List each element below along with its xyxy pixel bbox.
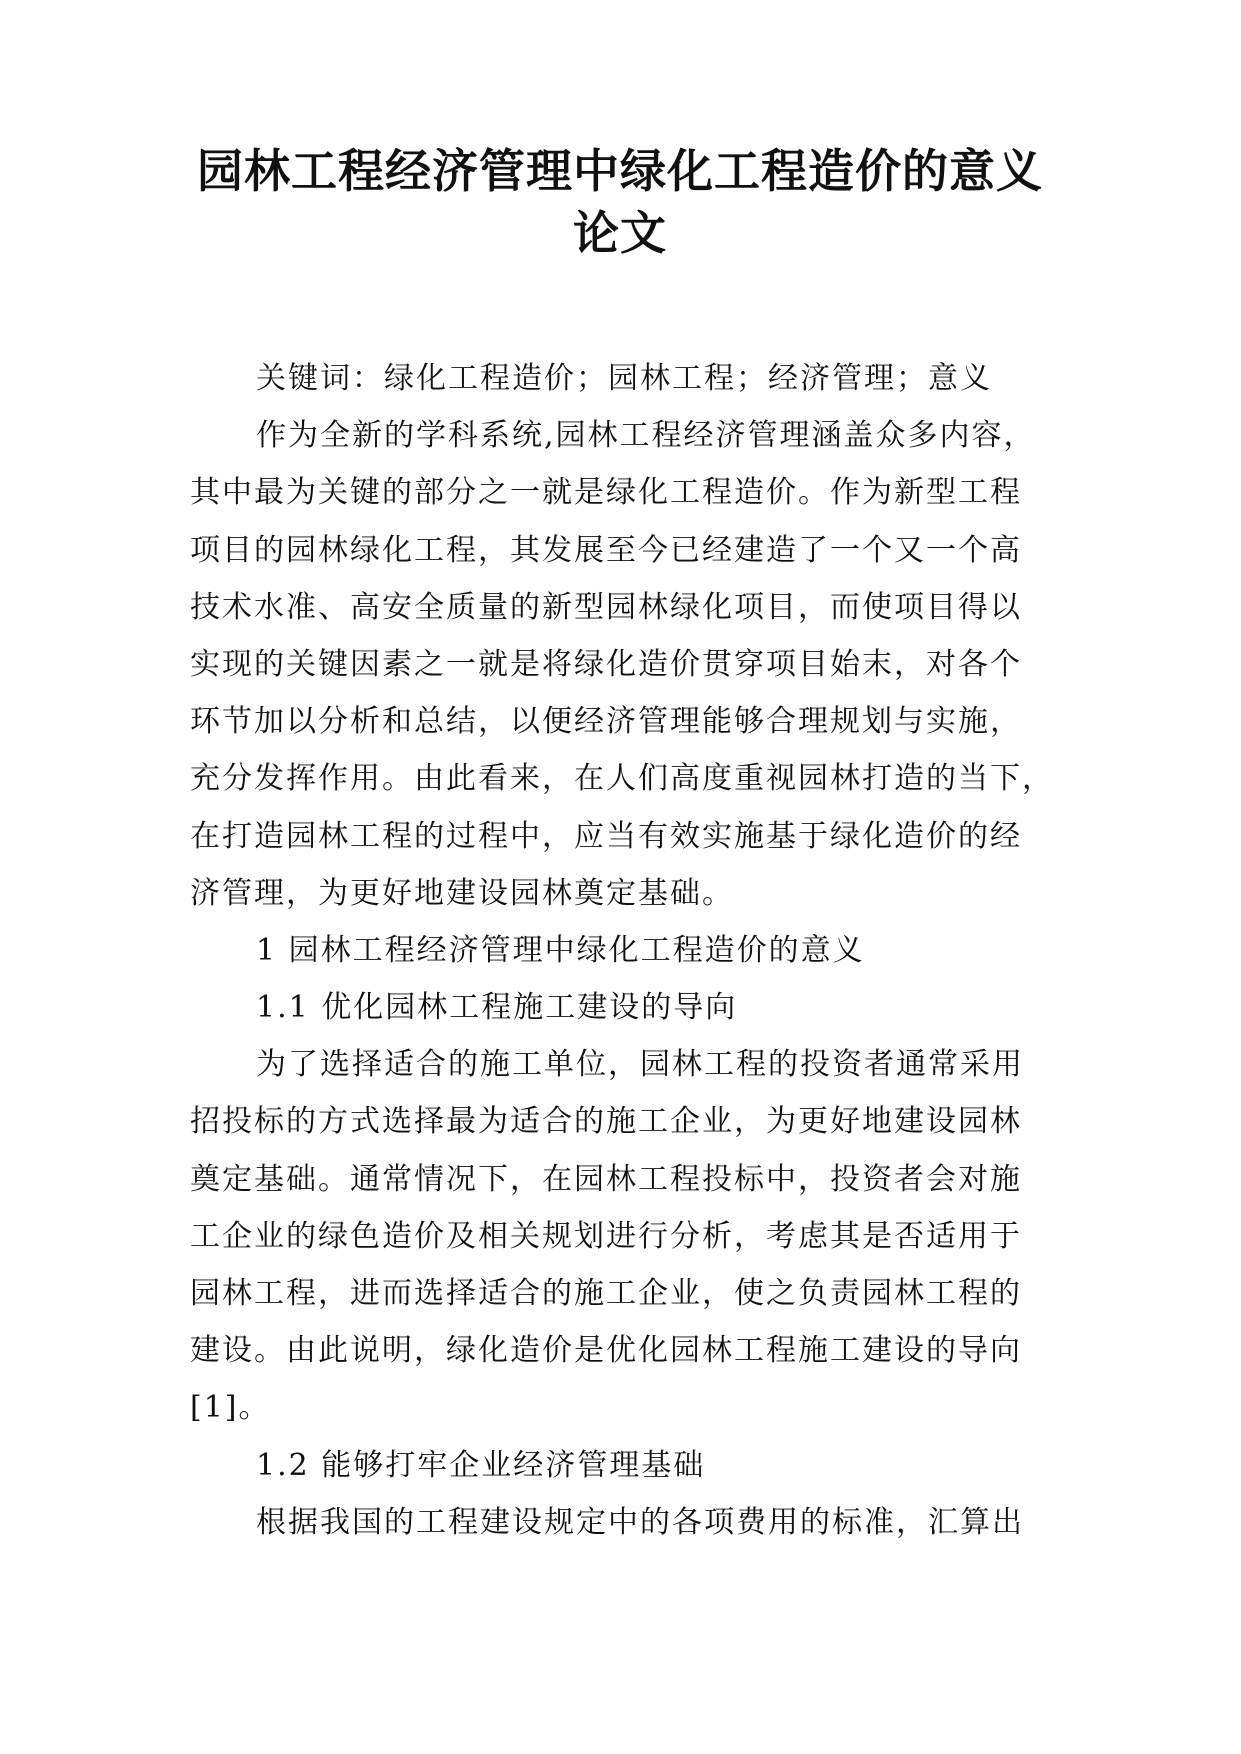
document-body bbox=[190, 350, 1060, 1551]
paragraph-line: 充分发挥作用。由此看来，在人们高度重视园林打造的当下， bbox=[190, 761, 1054, 797]
paragraph-line: 项目的园林绿化工程，其发展至今已经建造了一个又一个高 bbox=[190, 532, 1022, 568]
title-line-2: 论文 bbox=[573, 206, 667, 260]
paragraph-line: 济管理，为更好地建设园林奠定基础。 bbox=[190, 875, 734, 911]
document-title bbox=[120, 140, 1120, 264]
subsection-heading: 1.1 优化园林工程施工建设的导向 bbox=[256, 990, 738, 1026]
paragraph-line: 工企业的绿色造价及相关规划进行分析，考虑其是否适用于 bbox=[190, 1218, 1022, 1254]
paragraph-line: 在打造园林工程的过程中，应当有效实施基于绿化造价的经 bbox=[190, 818, 1022, 854]
paragraph-line: 根据我国的工程建设规定中的各项费用的标准，汇算出 bbox=[256, 1504, 1024, 1540]
paragraph-line: 奠定基础。通常情况下，在园林工程投标中，投资者会对施 bbox=[190, 1161, 1022, 1197]
paragraph-line: 园林工程，进而选择适合的施工企业，使之负责园林工程的 bbox=[190, 1276, 1022, 1311]
paragraph-line: 建设。由此说明，绿化造价是优化园林工程施工建设的导向 bbox=[190, 1333, 1022, 1369]
paragraph-line: 环节加以分析和总结，以便经济管理能够合理规划与实施， bbox=[190, 704, 1022, 740]
title-line-1: 园林工程经济管理中绿化工程造价的意义 bbox=[197, 144, 1043, 198]
subsection-heading: 1.2 能够打牢企业经济管理基础 bbox=[256, 1447, 706, 1483]
paragraph-line: 技术水准、高安全质量的新型园林绿化项目，而使项目得以 bbox=[190, 589, 1022, 625]
section-heading: 1 园林工程经济管理中绿化工程造价的意义 bbox=[256, 932, 865, 968]
paragraph-line: 其中最为关键的部分之一就是绿化工程造价。作为新型工程 bbox=[190, 475, 1022, 511]
keywords-line: 关键词：绿化工程造价；园林工程；经济管理；意义 bbox=[256, 361, 992, 396]
paragraph-line: 作为全新的学科系统,园林工程经济管理涵盖众多内容， bbox=[256, 418, 1036, 454]
citation-line: [1]。 bbox=[190, 1390, 271, 1426]
paragraph-line: 为了选择适合的施工单位，园林工程的投资者通常采用 bbox=[256, 1047, 1024, 1083]
paragraph-line: 实现的关键因素之一就是将绿化造价贯穿项目始末，对各个 bbox=[190, 646, 1022, 682]
paragraph-line: 招投标的方式选择最为适合的施工企业，为更好地建设园林 bbox=[190, 1104, 1022, 1140]
